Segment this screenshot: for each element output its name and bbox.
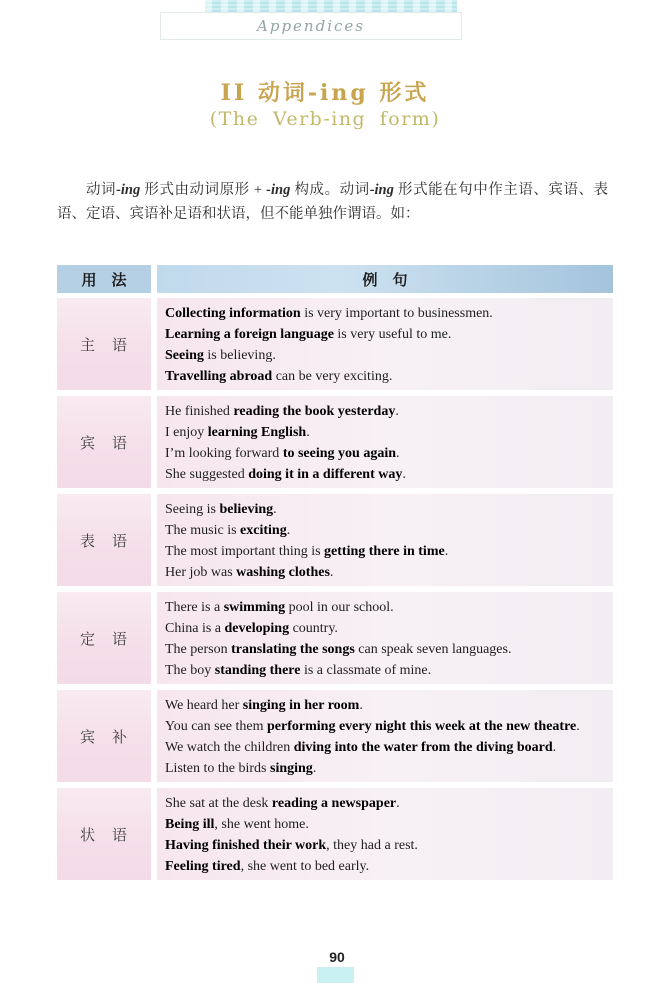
usage-cell: 宾 语 <box>57 396 151 488</box>
table-row <box>57 298 613 390</box>
examples-cell <box>157 788 613 880</box>
example-sentence: Feeling tired, she went to bed early. <box>165 859 370 874</box>
table-row <box>57 788 613 880</box>
examples-cell <box>157 396 613 488</box>
example-sentence: She sat at the desk reading a newspaper. <box>165 796 400 811</box>
usage-cell: 定 语 <box>57 592 151 684</box>
table-row <box>57 592 613 684</box>
decorative-band <box>205 0 457 12</box>
running-header-label: Appendices <box>257 17 365 35</box>
example-sentence: Learning a foreign language is very useful to me. <box>165 327 452 342</box>
example-sentence: We heard her singing in her room. <box>165 698 363 713</box>
example-sentence: Her job was washing clothes. <box>165 565 334 580</box>
examples-cell <box>157 592 613 684</box>
example-sentence: You can see them performing every night this week at the new theatre. <box>165 719 580 734</box>
examples-column-header: 例 句 <box>157 265 613 293</box>
example-sentence: We watch the children diving into the water from the diving board. <box>165 740 557 755</box>
example-sentence: Collecting information is very important to businessmen. <box>165 306 493 321</box>
usage-cell: 主 语 <box>57 298 151 390</box>
grammar-table <box>57 265 613 886</box>
example-sentence: Seeing is believing. <box>165 502 277 517</box>
example-sentence: Seeing is believing. <box>165 348 276 363</box>
example-sentence: I’m looking forward to seeing you again. <box>165 446 400 461</box>
page-title: II 动词-ing 形式 <box>220 80 430 106</box>
example-sentence: China is a developing country. <box>165 621 338 636</box>
page-number: 90 <box>317 946 357 967</box>
example-sentence: The most important thing is getting there in time. <box>165 544 449 559</box>
example-sentence: Listen to the birds singing. <box>165 761 317 776</box>
intro-text: 形式能在句中作主语、宾语、表语、定语、宾语补足语和状语，但不能单独作谓语。如： <box>57 182 609 222</box>
intro-ing-emphasis: -ing <box>266 182 291 198</box>
examples-cell <box>157 298 613 390</box>
examples-cell <box>157 494 613 586</box>
usage-cell: 宾 补 <box>57 690 151 782</box>
example-sentence: There is a swimming pool in our school. <box>165 600 394 615</box>
table-header-row <box>57 265 613 293</box>
example-sentence: Being ill, she went home. <box>165 817 309 832</box>
usage-column-header: 用 法 <box>57 265 151 293</box>
usage-cell: 表 语 <box>57 494 151 586</box>
example-sentence: Travelling abroad can be very exciting. <box>165 369 393 384</box>
intro-text: 动词 <box>86 182 117 198</box>
table-row <box>57 690 613 782</box>
table-row <box>57 494 613 586</box>
example-sentence: The boy standing there is a classmate of mine. <box>165 663 432 678</box>
example-sentence: She suggested doing it in a different way. <box>165 467 406 482</box>
intro-ing-emphasis: -ing <box>116 182 141 198</box>
example-sentence: The music is exciting. <box>165 523 291 538</box>
example-sentence: Having finished their work, they had a rest. <box>165 838 418 853</box>
intro-ing-emphasis: -ing <box>369 182 394 198</box>
running-header <box>160 12 462 40</box>
table-body <box>57 298 613 880</box>
example-sentence: The person translating the songs can speak seven languages. <box>165 642 512 657</box>
usage-cell: 状 语 <box>57 788 151 880</box>
intro-text: 构成。动词 <box>290 182 370 198</box>
page-subtitle: (The Verb-ing form) <box>209 108 441 130</box>
page-number-accent <box>317 967 354 983</box>
examples-cell <box>157 690 613 782</box>
intro-paragraph <box>57 178 608 226</box>
table-row <box>57 396 613 488</box>
example-sentence: I enjoy learning English. <box>165 425 310 440</box>
example-sentence: He finished reading the book yesterday. <box>165 404 399 419</box>
intro-text: 形式由动词原形 + <box>140 182 267 198</box>
